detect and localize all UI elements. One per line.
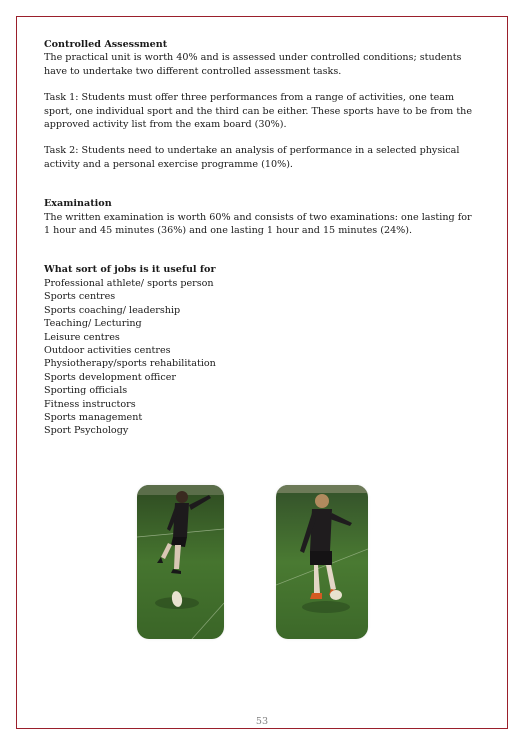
task-1-text: Task 1: Students must offer three performances from a range of activities, one team sport, one individual sport and the third can be either. These sports have to be from the approved activity list from the exam board (30%). [44, 92, 473, 131]
list-item: Sports coaching/ leadership [44, 304, 181, 316]
examination-text: The written examination is worth 60% and consists of two examinations: one lasting for 1 hour and 45 minutes (36%) and one lasting 1 hour and 15 minutes (24%). [44, 211, 472, 237]
page-content [44, 38, 474, 438]
list-item: Leisure centres [44, 331, 120, 343]
jobs-heading: What sort of jobs is it useful for [44, 264, 216, 276]
examination-heading: Examination [44, 198, 112, 210]
controlled-assessment-intro: The practical unit is worth 40% and is assessed under controlled conditions; students have to undertake two different controlled assessment tasks. [44, 52, 462, 77]
list-item: Physiotherapy/sports rehabilitation [44, 358, 216, 370]
kicking-photo-right [276, 485, 368, 639]
list-item: Sport Psychology [44, 425, 129, 437]
task-2-text: Task 2: Students need to undertake an analysis of performance in a selected physical activity and a personal exercise programme (10%). [44, 145, 460, 170]
controlled-assessment-heading: Controlled Assessment [44, 39, 168, 50]
list-item: Fitness instructors [44, 398, 136, 410]
kicking-photo-left [137, 485, 224, 639]
page-number: 53 [255, 716, 269, 727]
list-item: Sporting officials [44, 385, 128, 397]
list-item: Sports management [44, 411, 143, 423]
list-item: Teaching/ Lecturing [44, 318, 142, 330]
jobs-list [44, 277, 474, 438]
list-item: Sports development officer [44, 371, 176, 383]
list-item: Outdoor activities centres [44, 344, 171, 356]
list-item: Professional athlete/ sports person [44, 277, 214, 289]
list-item: Sports centres [44, 291, 116, 303]
